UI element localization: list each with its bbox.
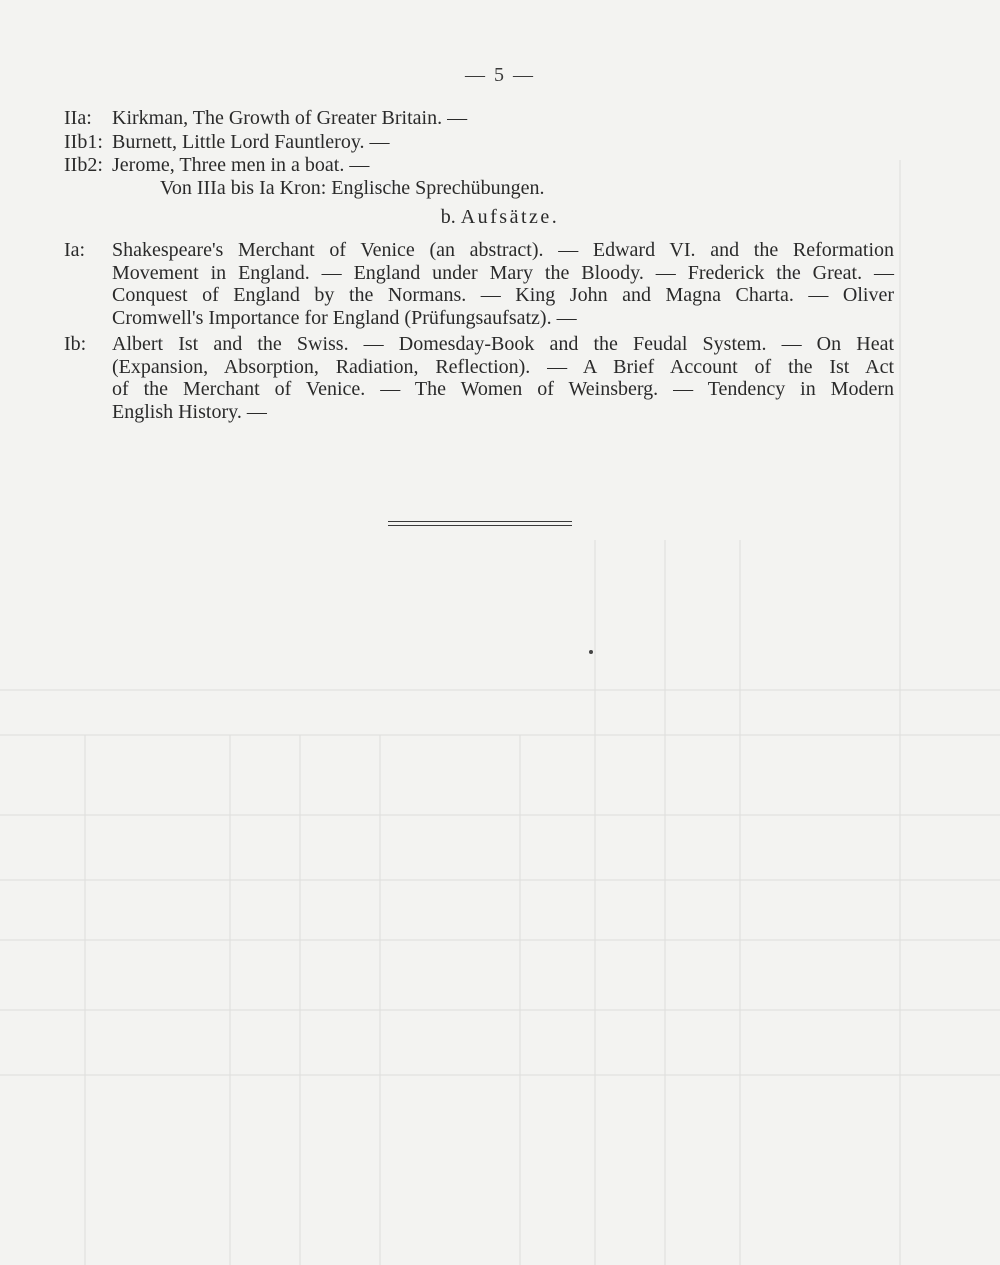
- reading-text: Burnett, Little Lord Fauntleroy. —: [112, 131, 390, 153]
- class-label: Ia:: [64, 239, 86, 261]
- essay-line: Cromwell's Importance for England (Prüfungsaufsatz). —: [112, 306, 577, 329]
- reading-text: Jerome, Three men in a boat. —: [112, 154, 370, 176]
- page-number: — 5 —: [465, 64, 535, 86]
- class-label: IIb1:: [64, 131, 103, 153]
- reading-item: [64, 107, 467, 130]
- essay-line: of the Merchant of Venice. — The Women of Weinsberg. — Tendency in Modern: [112, 378, 894, 401]
- section-heading: [0, 206, 1000, 229]
- class-label: IIb2:: [64, 154, 103, 176]
- class-label: IIa:: [64, 107, 92, 129]
- speech-exercises-note: Von IIIa bis Ia Kron: Englische Sprechübungen.: [160, 177, 545, 199]
- reading-item: [64, 131, 390, 154]
- class-label: Ib:: [64, 333, 87, 355]
- essay-line: (Expansion, Absorption, Radiation, Reflection). — A Brief Account of the Ist Act: [112, 355, 894, 378]
- essay-line: Movement in England. — England under Mary the Bloody. — Frederick the Great. —: [112, 261, 894, 284]
- section-prefix: b.: [440, 206, 456, 228]
- essay-topics: [112, 239, 894, 329]
- section-title: Aufsätze.: [460, 206, 560, 228]
- reading-text: Kirkman, The Growth of Greater Britain. —: [112, 107, 468, 129]
- essay-line: English History. —: [112, 400, 267, 423]
- essay-line: Albert Ist and the Swiss. — Domesday-Book and the Feudal System. — On Heat: [112, 333, 894, 355]
- section-divider-rule: [388, 521, 572, 529]
- essay-line: Shakespeare's Merchant of Venice (an abstract). — Edward VI. and the Reformation: [112, 239, 894, 261]
- reading-item: [64, 154, 369, 177]
- essay-line: Conquest of England by the Normans. — King John and Magna Charta. — Oliver: [112, 284, 894, 307]
- essay-topics: [112, 333, 894, 423]
- ink-speck: [589, 650, 593, 654]
